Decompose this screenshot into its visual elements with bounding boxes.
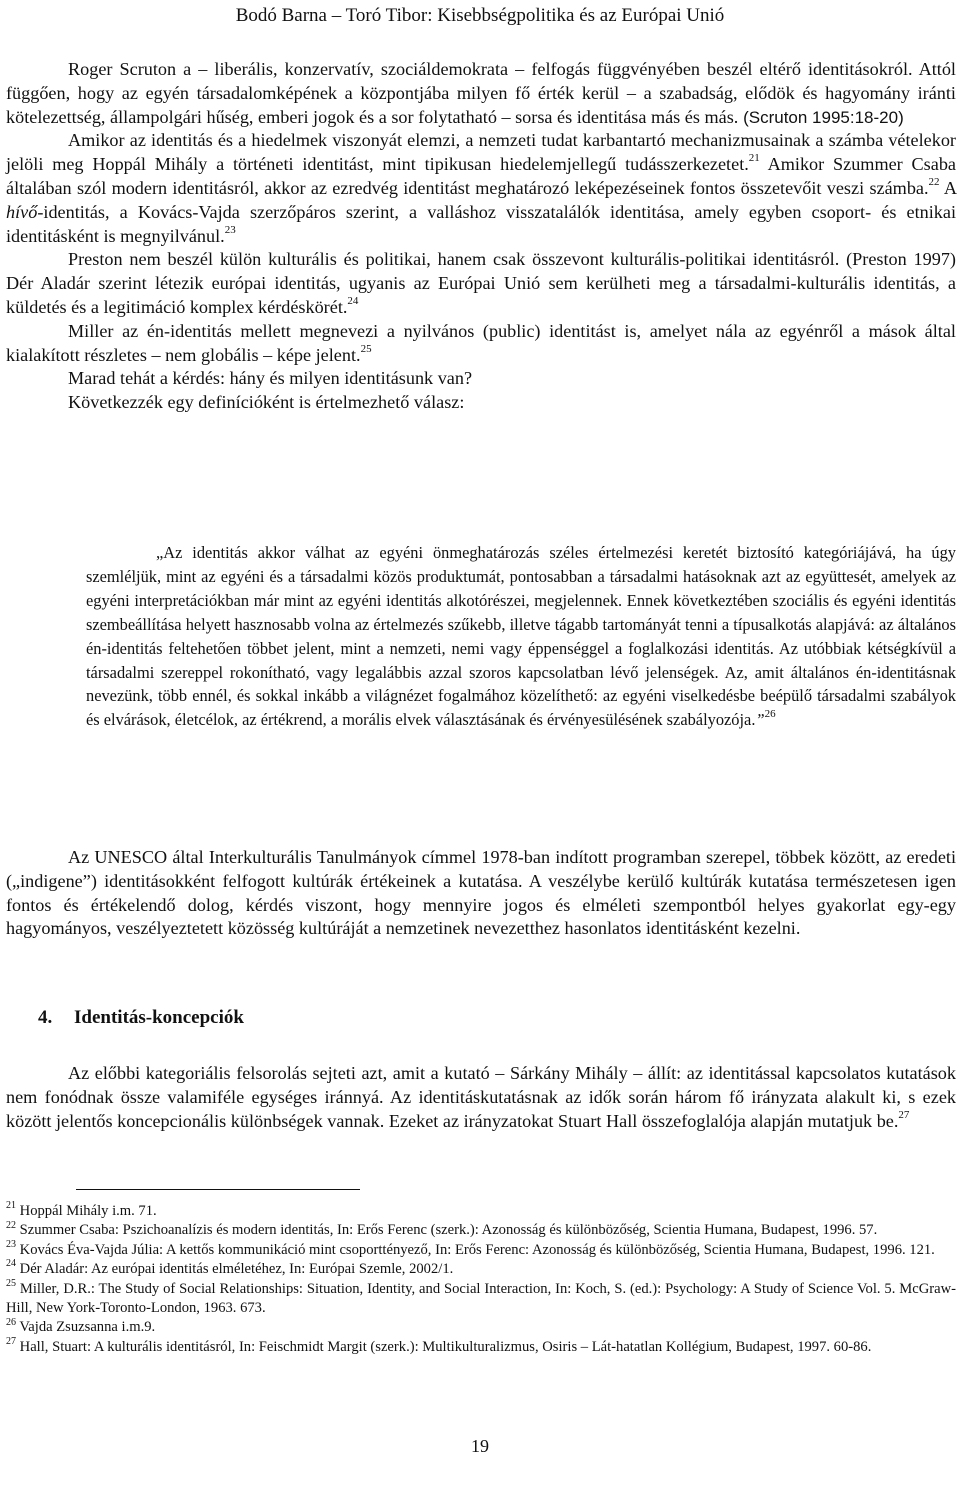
body-section-1 (6, 58, 956, 415)
quote-text: „Az identitás akkor válhat az egyéni önmeghatározás széles értelmezési keretét biztosító kategóriájává, ha úgy szemléljük, mint az egyéni és a társadalmi közös produktumát, pontosabban a társadalmi hatásoknak azt az együttesét, amelyek az egyéni interpretációkban már mint az egyéni identitás alkotórészei, megjelennek. Ennek következtében szociális és egyéni identitás szembeállítása helyett hasznosabb volna az értelmezés szűkebb, illetve tágabb tartományát tenni a típusalkotás alapjává: az általános én-identitás feltehetően többet jelent, mint a nemzeti, nemi vagy éppenséggel a foglalkozási identitás. Az utóbbiak kétségkívül a társadalmi szereppel rokonítható, vagy legalábbis azzal szoros kapcsolatban lévő jelenségek. Az, amit általános én-identitásnak nevezünk, több ennél, és sokkal inkább a világnézet fogalmához közelíthető: az egyéni viselkedésbe beépülő társadalmi szabályok és elvárások, életcélok, az értékrend, a morális elvek választásának és érvényesülésének szabályozója. (86, 543, 956, 730)
paragraph-scruton-text: Roger Scruton a – liberális, konzervatív, szociáldemokrata – felfogás függvényében beszél eltérő identitásokról. Attól függően, hogy az egyén társadalomképének a központjába milyen fő érték kerül – a szabadság, elődök és hagyomány iránti kötelezettség, állampolgári hűség, emberi jogok és a sor folytatható – sorsa és identitása más és más. (6, 59, 956, 127)
footnote-text: Miller, D.R.: The Study of Social Relationships: Situation, Identity, and Social Interaction, In: Koch, S. (ed.): Psychology: A Study of Science Vol. 5. McGraw-Hill, New York-Toronto-London, 1963. 673. (6, 1280, 956, 1317)
body-section-3 (6, 1062, 956, 1133)
paragraph-hoppal-text: Amikor az identitás és a hiedelmek viszonyát elemzi, a nemzeti tudat karbantartó mechanizmusainak a számba vételekor jelöli meg Hoppál Mihály a történeti identitást, mint tipikusan hiedelemjellegű tudásszerkezetet. (6, 130, 956, 175)
footnote-number: 25 (6, 1277, 16, 1289)
footnote-21 (6, 1202, 956, 1221)
paragraph-unesco: Az UNESCO által Interkulturális Tanulmányok címmel 1978-ban indított programban szerepel, többek között, az eredeti („indigene”) identitásokként felfogott kultúrák értékeinek a kutatása. A veszélybe kerülő kultúrák kutatása természetesen igen fontos és értékelendő dolog, kérdés viszont, hogy mennyire jogos és elméleti szempontból helyes gyakorlat egy-egy hagyományos, veszélyeztetett közösség kultúráját a nemzetinek nevezetthez hasonlatos identitásként kezelni. (6, 847, 956, 939)
quote-close-mark: ” (755, 710, 765, 730)
paragraph-miller-text: Miller az én-identitás mellett megnevezi a nyilvános (public) identitást is, amelyet nála az egyénről a mások által kialakított részletes – nem globális – képe jelent. (6, 320, 956, 365)
footnote-number: 24 (6, 1258, 16, 1270)
footnote-number: 23 (6, 1238, 16, 1250)
footnote-text: Szummer Csaba: Pszichoanalízis és modern identitás, In: Erős Ferenc (szerk.): Azonosság és különbözőség, Scientia Humana, Budapest, 1996. 57. (19, 1222, 878, 1239)
paragraph-hivo-text: -identitás, a Kovács-Vajda szerzőpáros szerint, a valláshoz visszatalálók identitása, amely egyben csoport- és etnikai identitásként is megnyilvánul. (6, 201, 956, 246)
footnote-26 (6, 1318, 956, 1337)
paragraph-hoppal (6, 129, 956, 248)
paragraph-hivo-lead: A (939, 177, 956, 198)
footnote-number: 27 (6, 1335, 16, 1347)
paragraph-szummer-text: Amikor Szummer Csaba általában szól modern identitásról, akkor az ezredvég identitást meghatározó leképezéseinek fontos összetevőit veszi számba. (6, 154, 956, 198)
footnote-23 (6, 1238, 956, 1260)
footnote-ref-24[interactable]: 24 (347, 294, 359, 307)
footnote-ref-22[interactable]: 22 (928, 175, 940, 188)
footnote-ref-27[interactable]: 27 (898, 1108, 910, 1121)
footnote-25 (6, 1277, 956, 1319)
scruton-citation: (Scruton 1995:18-20) (738, 107, 904, 127)
footnote-ref-23[interactable]: 23 (224, 223, 236, 236)
quote-paragraph (86, 541, 956, 732)
paragraph-sarkany-text: Az előbbi kategoriális felsorolás sejteti azt, amit a kutató – Sárkány Mihály – állít: az identitással kapcsolatos kutatások nem fonódnak össze valamiféle egységes iránnyá. Az identitáskutatásnak az idők során három fő irányzata alakult ki, s ezek között jelentős koncepcionális különbségek vannak. Ezeket az irányzatokat Stuart Hall összefoglalója alapján mutatjuk be. (6, 1063, 956, 1131)
block-quote (86, 541, 956, 732)
footnote-number: 21 (6, 1200, 16, 1212)
body-section-2 (6, 846, 956, 941)
paragraph-miller (6, 320, 956, 368)
paragraph-preston-text: Preston nem beszél külön kulturális és politikai, hanem csak összevont kulturális-politikai identitásról. (Preston 1997) Dér Aladár szerint létezik európai identitás, ugyanis az Európai Unió sem kerülheti meg a társadalmi-kulturális identitás, a küldetés és a legitimáció komplex kérdéskörét. (6, 249, 956, 317)
paragraph-scruton (6, 58, 956, 129)
footnote-ref-26[interactable]: 26 (764, 707, 776, 720)
footnote-text: Dér Aladár: Az európai identitás elméletéhez, In: Európai Szemle, 2002/1. (19, 1261, 454, 1278)
footnote-text: Vajda Zsuzsanna i.m.9. (19, 1319, 156, 1336)
page-number: 19 (471, 1436, 489, 1456)
section-heading-title: Identitás-koncepciók (74, 1007, 244, 1028)
footnote-separator (76, 1189, 360, 1190)
section-heading-number: 4. (38, 1007, 53, 1028)
footnotes (6, 1202, 956, 1357)
footnote-text: Hall, Stuart: A kulturális identitásról, In: Feischmidt Margit (szerk.): Multikulturalizmus, Osiris – Lát-hatatlan Kollégium, Budapest, 1997. 60-86. (19, 1338, 872, 1355)
footnote-number: 26 (6, 1316, 16, 1328)
footnote-text: Hoppál Mihály i.m. 71. (19, 1203, 157, 1219)
footnote-number: 22 (6, 1219, 16, 1231)
hivo-term: hívő (6, 201, 38, 222)
footnote-text: Kovács Éva-Vajda Júlia: A kettős kommunikáció mint csoporttényező, In: Erős Ferenc: Azonosság és különbözőség, Scientia Humana, Budapest, 1996. 121. (19, 1241, 935, 1258)
footnote-24 (6, 1260, 956, 1279)
footnote-ref-25[interactable]: 25 (360, 342, 372, 355)
running-header: Bodó Barna – Toró Tibor: Kisebbségpolitika és az Európai Unió (235, 5, 725, 26)
footnote-22 (6, 1221, 956, 1240)
footnote-27 (6, 1335, 956, 1357)
paragraph-question: Marad tehát a kérdés: hány és milyen identitásunk van? (68, 368, 473, 389)
footnote-ref-21[interactable]: 21 (748, 152, 760, 165)
paragraph-answer-lead: Következzék egy definícióként is értelmezhető válasz: (68, 392, 465, 413)
paragraph-sarkany (6, 1062, 956, 1133)
paragraph-preston (6, 248, 956, 319)
section-heading (38, 1007, 244, 1029)
